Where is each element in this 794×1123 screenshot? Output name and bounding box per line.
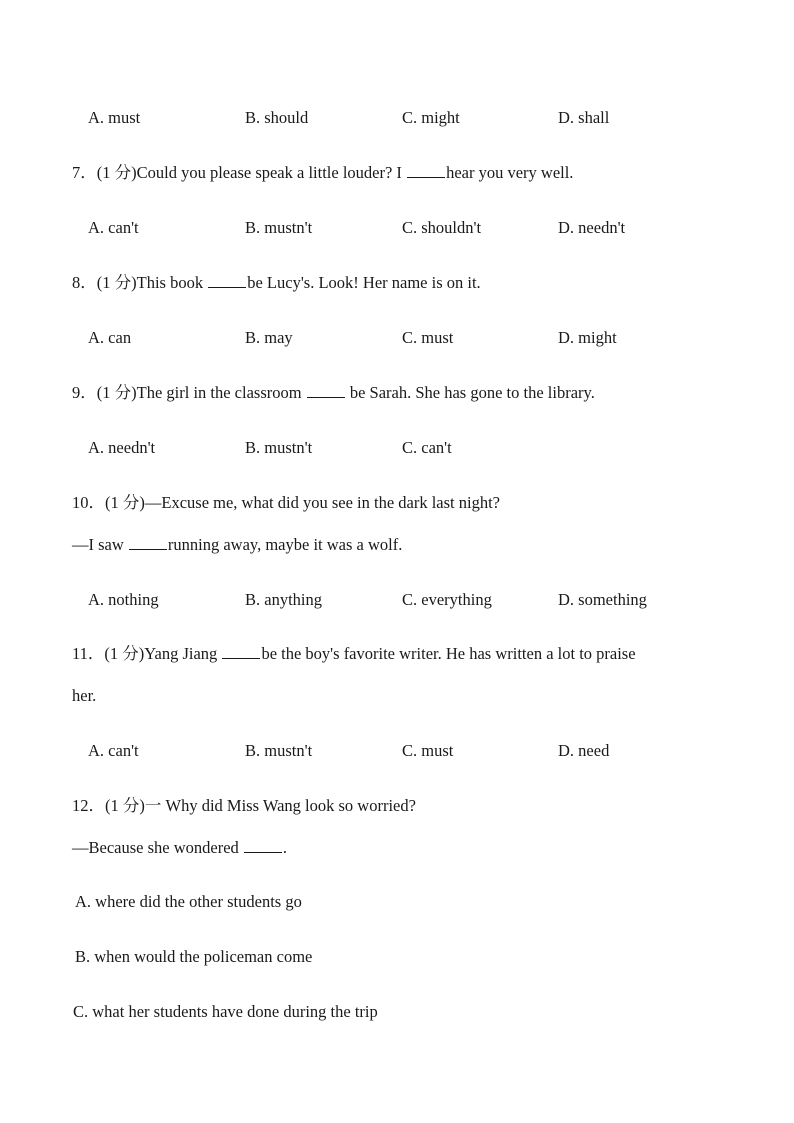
q9-stem	[72, 383, 595, 403]
q7-stem	[72, 163, 573, 183]
q9-option-b[interactable]: B. mustn't	[245, 438, 313, 457]
q10-line2-before: —I saw	[72, 535, 128, 554]
q8-text-after: be Lucy's. Look! Her name is on it.	[247, 273, 481, 292]
q10-option-b[interactable]: B. anything	[245, 590, 322, 609]
q7-options	[0, 218, 794, 238]
q8-option-d[interactable]: D. might	[558, 328, 617, 347]
q12-score: (1 分)	[105, 796, 145, 815]
q7-option-a[interactable]: A. can't	[88, 218, 139, 237]
q12-option-a[interactable]: A. where did the other students go	[75, 892, 302, 911]
q7-score: (1 分)	[96, 163, 137, 182]
q11-line2: her.	[72, 686, 97, 705]
q12-stem-line2	[72, 838, 287, 858]
q9-answer-blank[interactable]	[307, 383, 345, 398]
q11-text-before: Yang Jiang	[144, 644, 222, 663]
q8-answer-blank[interactable]	[208, 273, 246, 288]
q7-option-c[interactable]: C. shouldn't	[402, 218, 482, 237]
q11-option-d[interactable]: D. need	[558, 741, 610, 760]
q9-option-c[interactable]: C. can't	[402, 438, 452, 457]
q7-text-after: hear you very well.	[446, 163, 574, 182]
q11-score: (1 分)	[104, 644, 145, 663]
q8-option-b[interactable]: B. may	[245, 328, 293, 347]
q11-stem	[72, 644, 636, 664]
q12-number: 12．	[72, 796, 105, 815]
q11-answer-blank[interactable]	[222, 644, 260, 659]
q8-option-c[interactable]: C. must	[402, 328, 454, 347]
q8-score: (1 分)	[96, 273, 137, 292]
q12-option-b[interactable]: B. when would the policeman come	[75, 947, 313, 966]
q8-text-before: This book	[136, 273, 208, 292]
q11-option-b[interactable]: B. mustn't	[245, 741, 313, 760]
q7-option-b[interactable]: B. mustn't	[245, 218, 313, 237]
q6-options	[0, 108, 794, 128]
q10-number: 10．	[72, 493, 105, 512]
q10-option-a[interactable]: A. nothing	[88, 590, 159, 609]
q7-option-d[interactable]: D. needn't	[558, 218, 626, 237]
q9-option-a[interactable]: A. needn't	[88, 438, 156, 457]
q9-number: 9．	[72, 383, 97, 402]
q10-stem-line2	[72, 535, 402, 555]
q10-stem	[72, 493, 500, 513]
q9-score: (1 分)	[96, 383, 137, 402]
q8-number: 8．	[72, 273, 97, 292]
q7-text-before: Could you please speak a little louder? I	[136, 163, 407, 182]
q9-text-after: be Sarah. She has gone to the library.	[345, 383, 595, 402]
q12-line1: 一 Why did Miss Wang look so worried?	[144, 796, 416, 815]
q12-line2-after: .	[282, 838, 288, 857]
q12-answer-blank[interactable]	[244, 838, 282, 853]
q11-stem-line2	[72, 686, 96, 706]
q7-answer-blank[interactable]	[407, 163, 445, 178]
q10-option-d[interactable]: D. something	[558, 590, 647, 609]
q12-stem	[72, 796, 416, 816]
q6-option-a[interactable]: A. must	[88, 108, 141, 127]
q8-stem	[72, 273, 481, 293]
q8-option-a[interactable]: A. can	[88, 328, 132, 347]
q11-options	[0, 741, 794, 761]
q12-line2-before: —Because she wondered	[72, 838, 243, 857]
q6-option-d[interactable]: D. shall	[558, 108, 610, 127]
q11-option-c[interactable]: C. must	[402, 741, 454, 760]
q11-text-after: be the boy's favorite writer. He has written a lot to praise	[261, 644, 636, 663]
q9-options	[0, 438, 794, 458]
q10-score: (1 分)	[105, 493, 145, 512]
q10-option-c[interactable]: C. everything	[402, 590, 492, 609]
q11-number: 11．	[72, 644, 105, 663]
q7-number: 7．	[72, 163, 97, 182]
q10-answer-blank[interactable]	[129, 535, 167, 550]
q9-text-before: The girl in the classroom	[136, 383, 306, 402]
q8-options	[0, 328, 794, 348]
q10-options	[0, 590, 794, 610]
q6-option-c[interactable]: C. might	[402, 108, 460, 127]
q10-line2-after: running away, maybe it was a wolf.	[167, 535, 403, 554]
q6-option-b[interactable]: B. should	[245, 108, 309, 127]
q12-option-c[interactable]: C. what her students have done during the trip	[73, 1002, 378, 1021]
q11-option-a[interactable]: A. can't	[88, 741, 139, 760]
q10-line1: —Excuse me, what did you see in the dark last night?	[144, 493, 500, 512]
